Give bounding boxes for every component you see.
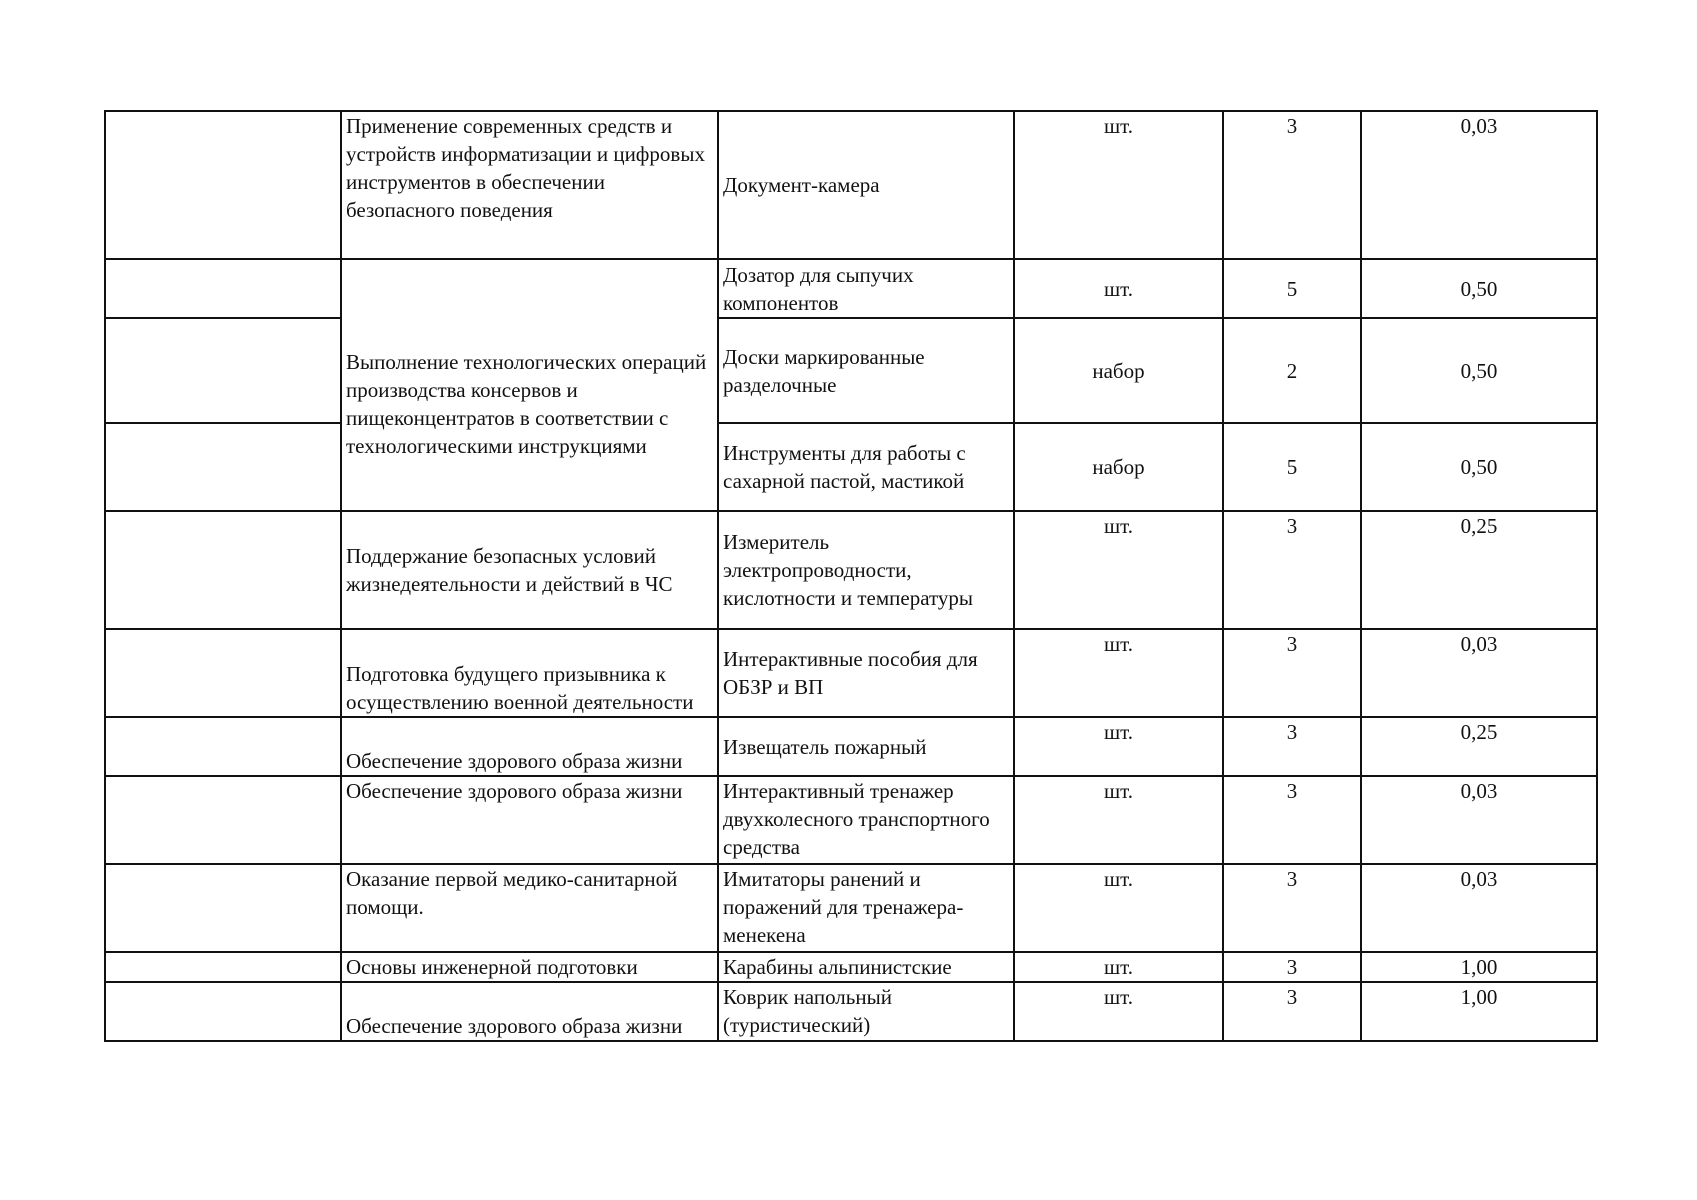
section-cell: Обеспечение здорового образа жизни	[341, 717, 718, 776]
row-number-cell	[105, 259, 341, 318]
row-number-cell	[105, 423, 341, 511]
unit-cell: набор	[1014, 318, 1223, 423]
unit-cell: шт.	[1014, 629, 1223, 717]
qty-cell: 3	[1223, 717, 1361, 776]
item-cell: Карабины альпинистские	[718, 952, 1014, 982]
item-cell: Имитаторы ранений и поражений для тренажера-менекена	[718, 864, 1014, 952]
unit-cell: шт.	[1014, 111, 1223, 259]
item-cell: Документ-камера	[718, 111, 1014, 259]
table-row	[105, 982, 1597, 1041]
section-cell: Обеспечение здорового образа жизни	[341, 982, 718, 1041]
table-row	[105, 629, 1597, 717]
section-cell: Обеспечение здорового образа жизни	[341, 776, 718, 864]
table-row	[105, 423, 1597, 511]
qty-cell: 3	[1223, 629, 1361, 717]
norm-cell: 0,50	[1361, 318, 1597, 423]
norm-cell: 0,50	[1361, 259, 1597, 318]
section-cell: Оказание первой медико-санитарной помощи.	[341, 864, 718, 952]
item-cell: Интерактивные пособия для ОБЗР и ВП	[718, 629, 1014, 717]
table-row	[105, 717, 1597, 776]
table-row	[105, 259, 1597, 318]
table-row	[105, 111, 1597, 259]
norm-cell: 0,50	[1361, 423, 1597, 511]
norm-cell: 0,03	[1361, 629, 1597, 717]
qty-cell: 3	[1223, 982, 1361, 1041]
section-cell: Применение современных средств и устройств информатизации и цифровых инструментов в обеспечении безопасного поведения	[341, 111, 718, 259]
norm-cell: 0,03	[1361, 111, 1597, 259]
norm-cell: 0,03	[1361, 864, 1597, 952]
row-number-cell	[105, 318, 341, 423]
item-cell: Инструменты для работы с сахарной пастой, мастикой	[718, 423, 1014, 511]
unit-cell: набор	[1014, 423, 1223, 511]
qty-cell: 5	[1223, 423, 1361, 511]
row-number-cell	[105, 952, 341, 982]
norm-cell: 0,03	[1361, 776, 1597, 864]
table-row	[105, 511, 1597, 629]
norm-cell: 0,25	[1361, 511, 1597, 629]
section-cell: Поддержание безопасных условий жизнедеятельности и действий в ЧС	[341, 511, 718, 629]
section-cell: Основы инженерной подготовки	[341, 952, 718, 982]
norm-cell: 0,25	[1361, 717, 1597, 776]
row-number-cell	[105, 864, 341, 952]
item-cell: Измеритель электропроводности, кислотности и температуры	[718, 511, 1014, 629]
norm-cell: 1,00	[1361, 982, 1597, 1041]
unit-cell: шт.	[1014, 717, 1223, 776]
qty-cell: 3	[1223, 776, 1361, 864]
section-cell: Подготовка будущего призывника к осуществлению военной деятельности	[341, 629, 718, 717]
unit-cell: шт.	[1014, 776, 1223, 864]
row-number-cell	[105, 776, 341, 864]
item-cell: Доски маркированные разделочные	[718, 318, 1014, 423]
row-number-cell	[105, 629, 341, 717]
row-number-cell	[105, 717, 341, 776]
qty-cell: 3	[1223, 511, 1361, 629]
section-cell	[341, 259, 718, 511]
item-cell: Коврик напольный (туристический)	[718, 982, 1014, 1041]
unit-cell: шт.	[1014, 952, 1223, 982]
section-text: Выполнение технологических операций производства консервов и пищеконцентратов в соответствии с технологическими инструкциями	[346, 350, 707, 458]
row-number-cell	[105, 982, 341, 1041]
item-cell: Извещатель пожарный	[718, 717, 1014, 776]
qty-cell: 2	[1223, 318, 1361, 423]
norm-cell: 1,00	[1361, 952, 1597, 982]
qty-cell: 5	[1223, 259, 1361, 318]
table-row	[105, 952, 1597, 982]
table-row	[105, 776, 1597, 864]
qty-cell: 3	[1223, 952, 1361, 982]
item-cell: Интерактивный тренажер двухколесного транспортного средства	[718, 776, 1014, 864]
qty-cell: 3	[1223, 111, 1361, 259]
table-row	[105, 318, 1597, 423]
table-row	[105, 864, 1597, 952]
unit-cell: шт.	[1014, 259, 1223, 318]
row-number-cell	[105, 511, 341, 629]
equipment-table	[104, 110, 1598, 1042]
item-cell: Дозатор для сыпучих компонентов	[718, 259, 1014, 318]
unit-cell: шт.	[1014, 511, 1223, 629]
unit-cell: шт.	[1014, 864, 1223, 952]
unit-cell: шт.	[1014, 982, 1223, 1041]
row-number-cell	[105, 111, 341, 259]
qty-cell: 3	[1223, 864, 1361, 952]
